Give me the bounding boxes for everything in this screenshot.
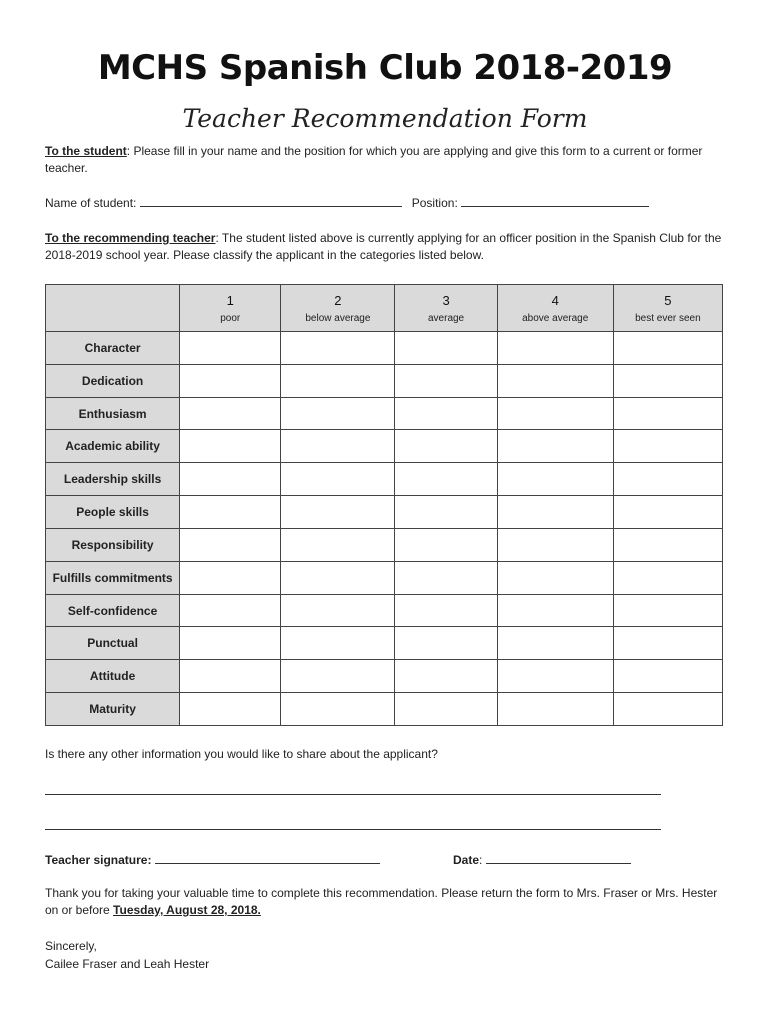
other-info-question: Is there any other information you would like to share about the applicant? — [45, 747, 438, 761]
rating-cell[interactable] — [281, 594, 395, 627]
rating-cell[interactable] — [613, 332, 722, 365]
rating-cell[interactable] — [613, 463, 722, 496]
teacher-instructions-label: To the recommending teacher — [45, 231, 216, 245]
rating-number: 5 — [664, 292, 672, 308]
category-label: Self-confidence — [46, 594, 180, 627]
date-row — [453, 852, 631, 867]
student-name-label: Name of student: — [45, 196, 137, 210]
form-subtitle: Teacher Recommendation Form — [182, 104, 588, 133]
position-label: Position: — [411, 196, 458, 210]
category-label: Enthusiasm — [46, 397, 180, 430]
rating-cell[interactable] — [281, 627, 395, 660]
page-title: MCHS Spanish Club 2018-2019 — [97, 48, 673, 88]
rating-cell[interactable] — [395, 693, 497, 726]
rating-cell[interactable] — [281, 463, 395, 496]
rating-cell[interactable] — [613, 496, 722, 529]
rating-cell[interactable] — [497, 594, 613, 627]
rating-cell[interactable] — [613, 528, 722, 561]
rating-cell[interactable] — [395, 627, 497, 660]
rating-cell[interactable] — [180, 364, 281, 397]
rating-cell[interactable] — [613, 693, 722, 726]
rating-cell[interactable] — [497, 332, 613, 365]
rating-cell[interactable] — [395, 397, 497, 430]
rating-header-row — [46, 285, 723, 332]
rating-cell[interactable] — [497, 496, 613, 529]
rating-row — [46, 397, 723, 430]
rating-cell[interactable] — [613, 660, 722, 693]
rating-cell[interactable] — [180, 463, 281, 496]
rating-cell[interactable] — [613, 430, 722, 463]
rating-description: best ever seen — [635, 312, 701, 324]
rating-cell[interactable] — [613, 594, 722, 627]
rating-cell[interactable] — [180, 660, 281, 693]
position-field[interactable] — [461, 195, 649, 207]
date-label: Date — [453, 853, 480, 867]
rating-cell[interactable] — [395, 496, 497, 529]
corner-cell — [46, 285, 180, 332]
rating-description: poor — [220, 312, 241, 324]
rating-cell[interactable] — [180, 627, 281, 660]
rating-cell[interactable] — [281, 496, 395, 529]
rating-cell[interactable] — [497, 561, 613, 594]
rating-cell[interactable] — [395, 430, 497, 463]
rating-cell[interactable] — [613, 627, 722, 660]
rating-cell[interactable] — [395, 528, 497, 561]
rating-cell[interactable] — [180, 528, 281, 561]
rating-row — [46, 627, 723, 660]
rating-description: average — [427, 312, 465, 324]
student-name-field[interactable] — [140, 195, 402, 207]
rating-cell[interactable] — [613, 561, 722, 594]
rating-cell[interactable] — [395, 561, 497, 594]
category-label: Character — [46, 332, 180, 365]
rating-cell[interactable] — [281, 430, 395, 463]
rating-cell[interactable] — [497, 430, 613, 463]
rating-description: below average — [305, 312, 371, 324]
rating-row — [46, 693, 723, 726]
rating-cell[interactable] — [613, 397, 722, 430]
closing-text: Thank you for taking your valuable time to complete this recommendation. Please return the form to Mrs. Fraser or Mrs. Hester on or before — [45, 886, 718, 917]
rating-description: above average — [522, 312, 589, 324]
rating-number: 2 — [334, 292, 342, 308]
closing-paragraph — [45, 885, 725, 919]
rating-cell[interactable] — [497, 463, 613, 496]
rating-column-5 — [613, 285, 722, 332]
signature-row — [45, 852, 380, 867]
category-label: People skills — [46, 496, 180, 529]
rating-column-2 — [281, 285, 395, 332]
rating-cell[interactable] — [497, 693, 613, 726]
rating-cell[interactable] — [180, 594, 281, 627]
sign-off: Sincerely, — [45, 939, 97, 953]
category-label: Attitude — [46, 660, 180, 693]
rating-cell[interactable] — [281, 528, 395, 561]
category-label: Fulfills commitments — [46, 561, 180, 594]
rating-cell[interactable] — [497, 397, 613, 430]
rating-cell[interactable] — [180, 430, 281, 463]
rating-cell[interactable] — [180, 332, 281, 365]
rating-cell[interactable] — [613, 364, 722, 397]
rating-cell[interactable] — [281, 397, 395, 430]
rating-row — [46, 528, 723, 561]
rating-cell[interactable] — [395, 364, 497, 397]
teacher-instructions-text: : The student listed above is currently applying for an officer position in the Spanish Club for the 2018-2019 school year. Please classify the applicant in the categories listed below. — [45, 231, 722, 262]
rating-column-3 — [395, 285, 497, 332]
date-field[interactable] — [486, 852, 631, 864]
rating-cell[interactable] — [281, 561, 395, 594]
student-instructions — [45, 143, 735, 177]
student-instructions-label: To the student — [45, 144, 127, 158]
rating-cell[interactable] — [395, 463, 497, 496]
signature-label: Teacher signature: — [45, 853, 152, 867]
rating-cell[interactable] — [180, 561, 281, 594]
signers: Cailee Fraser and Leah Hester — [45, 957, 210, 971]
rating-cell[interactable] — [395, 332, 497, 365]
category-label: Leadership skills — [46, 463, 180, 496]
other-info-line-1[interactable] — [45, 783, 661, 795]
rating-row — [46, 463, 723, 496]
category-label: Responsibility — [46, 528, 180, 561]
rating-number: 1 — [226, 292, 234, 308]
rating-cell[interactable] — [395, 594, 497, 627]
rating-cell[interactable] — [281, 693, 395, 726]
category-label: Punctual — [46, 627, 180, 660]
rating-cell[interactable] — [497, 660, 613, 693]
teacher-instructions — [45, 230, 735, 264]
student-instructions-text: : Please fill in your name and the position for which you are applying and give this form to a current or former teacher. — [45, 144, 703, 175]
student-fields-row — [45, 195, 735, 212]
rating-row — [46, 430, 723, 463]
rating-table — [45, 284, 723, 726]
other-info-line-2[interactable] — [45, 818, 661, 830]
rating-row — [46, 660, 723, 693]
rating-cell[interactable] — [281, 364, 395, 397]
category-label: Academic ability — [46, 430, 180, 463]
rating-column-4 — [497, 285, 613, 332]
rating-number: 3 — [442, 292, 450, 308]
category-label: Dedication — [46, 364, 180, 397]
rating-cell[interactable] — [497, 528, 613, 561]
date-colon: : — [479, 853, 483, 867]
rating-cell[interactable] — [180, 693, 281, 726]
rating-cell[interactable] — [281, 332, 395, 365]
rating-cell[interactable] — [497, 364, 613, 397]
signature-field[interactable] — [155, 852, 380, 864]
rating-row — [46, 496, 723, 529]
rating-row — [46, 594, 723, 627]
rating-cell[interactable] — [180, 397, 281, 430]
rating-number: 4 — [551, 292, 559, 308]
rating-cell[interactable] — [395, 660, 497, 693]
category-label: Maturity — [46, 693, 180, 726]
rating-cell[interactable] — [281, 660, 395, 693]
rating-row — [46, 332, 723, 365]
rating-cell[interactable] — [497, 627, 613, 660]
rating-column-1 — [180, 285, 281, 332]
rating-cell[interactable] — [180, 496, 281, 529]
rating-row — [46, 364, 723, 397]
rating-row — [46, 561, 723, 594]
deadline-date: Tuesday, August 28, 2018. — [113, 903, 261, 917]
